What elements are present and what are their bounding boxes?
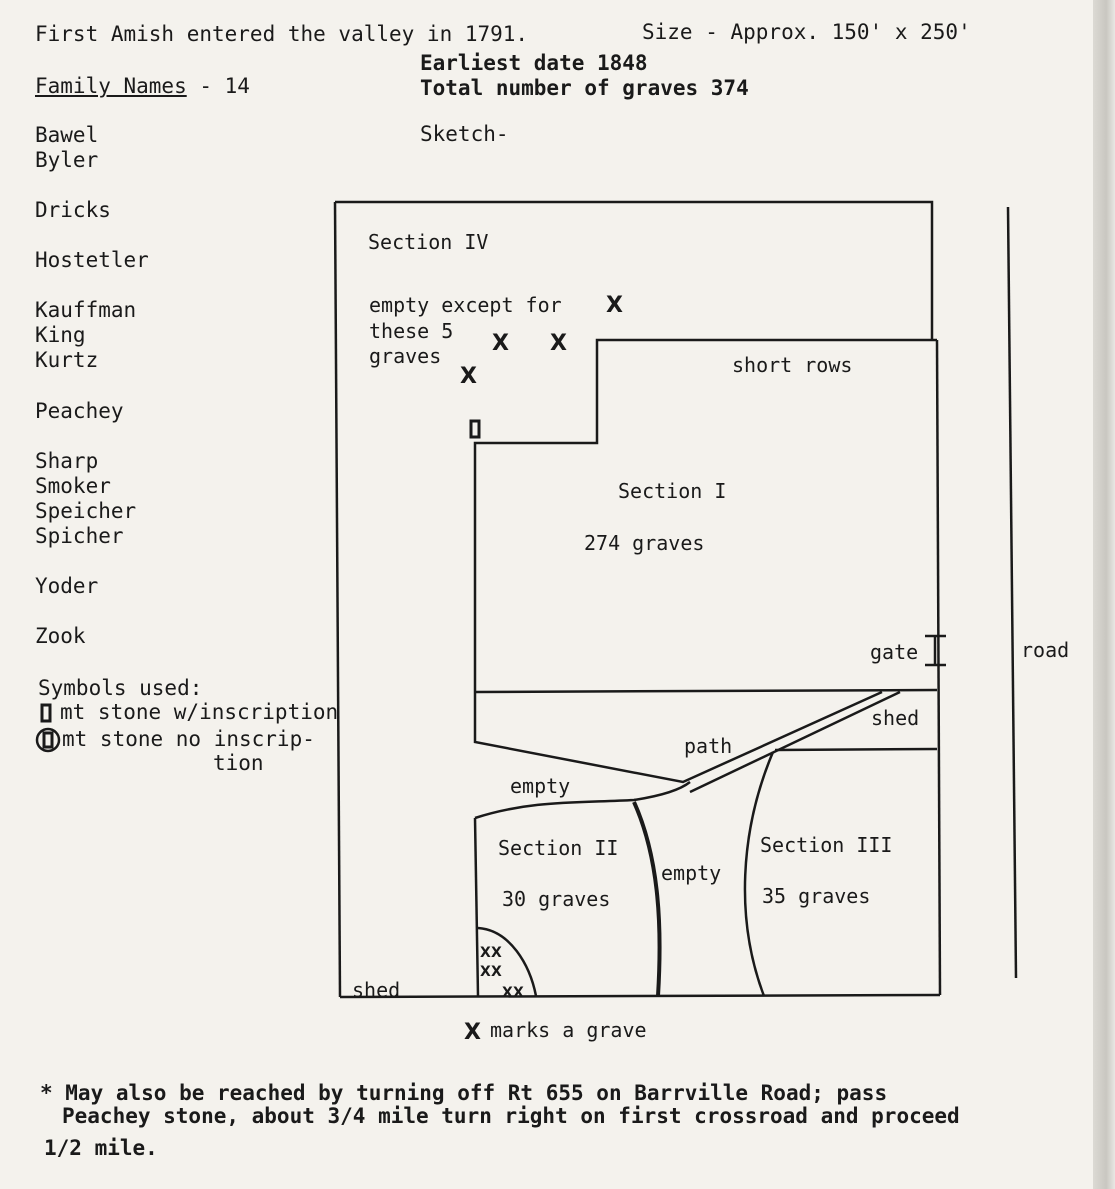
earliest-date: Earliest date 1848: [420, 51, 648, 75]
empty-boundary: [475, 782, 690, 818]
legend-text: marks a grave: [490, 1018, 647, 1042]
family-name: Dricks: [35, 198, 111, 222]
family-name: King: [35, 323, 86, 347]
grave-mark: X: [491, 945, 502, 961]
family-names-count: - 14: [199, 74, 250, 98]
empty-except-line1: empty except for: [369, 293, 562, 317]
family-name: Speicher: [35, 499, 137, 523]
empty-middle-label: empty: [661, 861, 722, 885]
grave-mark: X: [513, 985, 524, 1001]
family-name: Zook: [35, 624, 86, 648]
empty-except-line3: graves: [369, 344, 442, 368]
section1-bottom-line: [475, 690, 937, 692]
boundary-left: [335, 202, 340, 997]
family-name: Kurtz: [35, 348, 99, 372]
grave-mark: X: [480, 964, 491, 980]
section2-graves: 30 graves: [502, 887, 611, 911]
family-name: Kauffman: [35, 298, 137, 322]
grave-mark: X: [491, 964, 502, 980]
section2-left: [475, 818, 478, 996]
total-graves: Total number of graves 374: [420, 76, 749, 100]
path-label: path: [684, 734, 733, 758]
shed-line: [775, 749, 937, 750]
section2-label: Section II: [498, 836, 619, 860]
grave-mark: X: [460, 364, 477, 389]
symbols-title: Symbols used:: [38, 676, 203, 700]
footnote-line3: 1/2 mile.: [44, 1136, 158, 1160]
family-name: Peachey: [35, 399, 124, 423]
v-boundary: [475, 692, 882, 782]
family-names-title: Family Names: [35, 74, 187, 98]
boundary-bottom: [340, 995, 940, 997]
section4-label: Section IV: [368, 230, 489, 254]
grave-mark: X: [550, 331, 567, 356]
empty-except-line2: these 5: [369, 319, 454, 343]
shed-left-label: shed: [352, 978, 401, 1002]
family-name: Yoder: [35, 574, 99, 598]
section1-outline: [475, 340, 937, 692]
section3-label: Section III: [760, 833, 893, 857]
size-text: Size - Approx. 150' x 250': [642, 20, 971, 44]
family-name: Byler: [35, 148, 99, 172]
grave-mark: X: [502, 985, 513, 1001]
section1-label: Section I: [618, 479, 727, 503]
boundary-right-lower: [937, 340, 940, 995]
shed-right-label: shed: [871, 706, 920, 730]
short-rows-label: short rows: [732, 353, 853, 377]
family-name: Sharp: [35, 449, 99, 473]
family-name: Spicher: [35, 524, 124, 548]
family-name: Bawel: [35, 123, 99, 147]
intro-text: First Amish entered the valley in 1791.: [35, 22, 529, 46]
symbol-no-inscription-label: mt stone no inscrip-: [62, 727, 315, 751]
section3-left: [745, 752, 773, 996]
family-name: Hostetler: [35, 248, 149, 272]
stone-marker: [471, 421, 479, 437]
section2-right: [634, 802, 660, 996]
grave-mark: X: [606, 293, 623, 318]
section1-graves: 274 graves: [584, 531, 705, 555]
grave-mark: X: [492, 331, 509, 356]
sketch-label: Sketch-: [420, 122, 509, 146]
grave-mark: X: [480, 945, 491, 961]
symbol-no-inscription-cont: tion: [213, 751, 264, 775]
footnote-line2: Peachey stone, about 3/4 mile turn right on first crossroad and proceed: [62, 1104, 960, 1128]
family-name: Smoker: [35, 474, 111, 498]
section3-graves: 35 graves: [762, 884, 871, 908]
legend-mark: X: [464, 1020, 481, 1045]
road-label: road: [1021, 638, 1070, 662]
symbol-inscription-label: mt stone w/inscription: [60, 700, 339, 724]
footnote-line1: * May also be reached by turning off Rt 655 on Barrville Road; pass: [40, 1081, 888, 1105]
gate-label: gate: [870, 640, 919, 664]
road-line: [1008, 207, 1016, 978]
empty-upper-label: empty: [510, 774, 571, 798]
